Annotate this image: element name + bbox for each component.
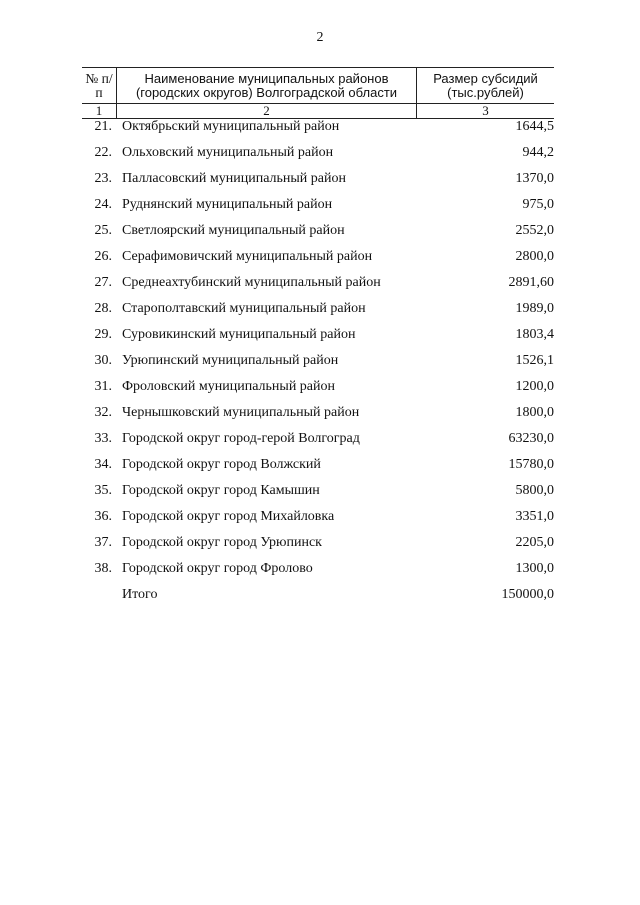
table-row — [82, 426, 554, 452]
column-number-2: 2 — [263, 103, 270, 118]
subsidy-value: 944,2 — [522, 145, 554, 160]
column-number-3: 3 — [482, 103, 489, 118]
row-number: 22. — [94, 145, 112, 160]
table-row — [82, 270, 554, 296]
row-number: 21. — [94, 119, 112, 134]
column-number-1: 1 — [95, 103, 103, 118]
district-name: Чернышковский муниципальный район — [122, 405, 360, 420]
district-name: Среднеахтубинский муниципальный район — [122, 275, 381, 290]
subsidy-value: 5800,0 — [515, 483, 554, 498]
row-number: 30. — [94, 353, 112, 368]
district-name: Серафимовичский муниципальный район — [122, 249, 373, 264]
row-number: 25. — [94, 223, 112, 238]
district-name: Городской округ город Урюпинск — [122, 535, 322, 550]
subsidy-value: 1800,0 — [515, 405, 554, 420]
total-value: 150000,0 — [501, 587, 554, 602]
district-name: Городской округ город Михайловка — [122, 509, 335, 524]
table-row — [82, 218, 554, 244]
table-row — [82, 166, 554, 192]
total-label: Итого — [122, 587, 158, 602]
table-row — [82, 140, 554, 166]
table-row — [82, 296, 554, 322]
table-row — [82, 452, 554, 478]
header-number-column: № п/п — [85, 71, 113, 100]
district-name: Суровикинский муниципальный район — [122, 327, 356, 342]
row-number: 34. — [94, 457, 112, 472]
table-row — [82, 504, 554, 530]
district-name: Городской округ город-герой Волгоград — [122, 431, 360, 446]
district-name: Старополтавский муниципальный район — [122, 301, 366, 316]
row-number: 27. — [94, 275, 112, 290]
row-number: 31. — [94, 379, 112, 394]
district-name: Светлоярский муниципальный район — [122, 223, 345, 238]
subsidy-value: 1989,0 — [515, 301, 554, 316]
subsidy-value: 2800,0 — [515, 249, 554, 264]
subsidy-value: 63230,0 — [508, 431, 554, 446]
district-name: Городской округ город Фролово — [122, 561, 313, 576]
row-number: 32. — [94, 405, 112, 420]
table-row — [82, 374, 554, 400]
table-row — [82, 478, 554, 504]
district-name: Фроловский муниципальный район — [122, 379, 336, 394]
table-row — [82, 530, 554, 556]
subsidy-value: 3351,0 — [515, 509, 554, 524]
subsidy-value: 1644,5 — [515, 119, 554, 134]
subsidy-value: 975,0 — [522, 197, 554, 212]
subsidy-value: 1300,0 — [515, 561, 554, 576]
row-number: 38. — [94, 561, 112, 576]
table-row — [82, 556, 554, 582]
row-number: 29. — [94, 327, 112, 342]
district-name: Палласовский муниципальный район — [122, 171, 346, 186]
header-subsidy-column: Размер субсидий (тыс.рублей) — [433, 71, 538, 100]
district-name: Городской округ город Камышин — [122, 483, 320, 498]
row-number: 24. — [94, 197, 112, 212]
table-body — [82, 114, 554, 608]
subsidy-value: 1803,4 — [515, 327, 554, 342]
district-name: Руднянский муниципальный район — [122, 197, 333, 212]
table-row — [82, 244, 554, 270]
total-row — [82, 582, 554, 608]
row-number: 35. — [94, 483, 112, 498]
table-row — [82, 114, 554, 140]
subsidy-value: 1526,1 — [515, 353, 554, 368]
table-row — [82, 322, 554, 348]
row-number: 37. — [94, 535, 112, 550]
subsidy-value: 1370,0 — [515, 171, 554, 186]
subsidy-value: 1200,0 — [515, 379, 554, 394]
row-number: 33. — [94, 431, 112, 446]
district-name: Ольховский муниципальный район — [122, 145, 334, 160]
subsidy-value: 2205,0 — [515, 535, 554, 550]
district-name: Октябрьский муниципальный район — [122, 119, 340, 134]
table-row — [82, 400, 554, 426]
table-row — [82, 192, 554, 218]
row-number: 36. — [94, 509, 112, 524]
table-row — [82, 348, 554, 374]
page-number: 2 — [316, 30, 324, 45]
subsidy-value: 2891,60 — [508, 275, 554, 290]
row-number: 28. — [94, 301, 112, 316]
row-number: 23. — [94, 171, 112, 186]
header-name-column: Наименование муниципальных районов (городских округов) Волгоградской области — [135, 71, 398, 100]
subsidy-value: 2552,0 — [515, 223, 554, 238]
district-name: Городской округ город Волжский — [122, 457, 321, 472]
district-name: Урюпинский муниципальный район — [122, 353, 339, 368]
row-number: 26. — [94, 249, 112, 264]
subsidy-value: 15780,0 — [508, 457, 554, 472]
table-header — [82, 67, 554, 119]
